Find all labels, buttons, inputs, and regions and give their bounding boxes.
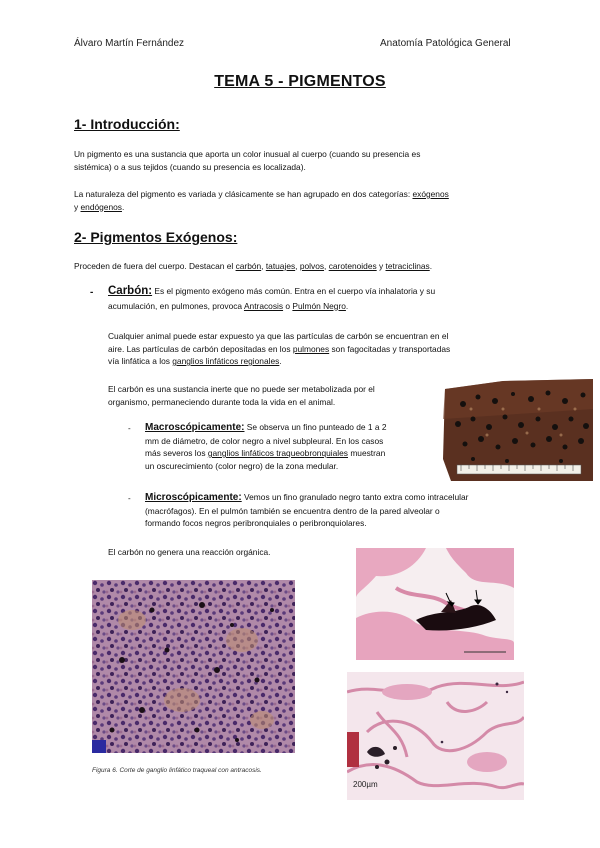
carbon-p2-line3: vía linfática a los xyxy=(108,356,173,366)
intro-paragraph-1 xyxy=(74,148,420,173)
lymph-node-histology xyxy=(92,580,295,753)
intro-paragraph-2 xyxy=(74,188,449,213)
macro-line3: más severos los xyxy=(145,448,208,458)
macro-line2: mm de diámetro, de color negro a nivel subpleural. En los casos xyxy=(145,435,384,446)
term-tetraciclinas: tetraciclinas xyxy=(385,261,430,271)
sep: , xyxy=(295,261,300,271)
term-tatuajes: tatuajes xyxy=(265,261,296,271)
intro-p1-line2: sistémica) o a sus tejidos (cuando su presencia es localizada). xyxy=(74,161,306,172)
lung-histology-arrows xyxy=(356,548,514,660)
carbon-line1: Es el pigmento exógeno más común. Entra en el cuerpo vía inhalatoria y su xyxy=(152,286,436,296)
intro-p2-text: La naturaleza del pigmento es variada y clásicamente se han agrupado en dos categorías: xyxy=(74,189,413,199)
carbon-p2-period: . xyxy=(279,356,282,366)
term-carbon: carbón xyxy=(235,261,262,271)
carbon-p3-line2: organismo, permaneciendo durante toda la vida en el animal. xyxy=(108,396,336,407)
term-ganglios-traqueobronquiales: ganglios linfáticos traqueobronquiales xyxy=(207,448,348,458)
micro-bullet: - xyxy=(128,494,131,503)
carbon-p2-line2: aire. Las partículas de carbón depositadas en los xyxy=(108,343,293,354)
sep: , xyxy=(324,261,329,271)
header-author: Álvaro Martín Fernández xyxy=(74,38,185,49)
lung-histology-scale xyxy=(347,672,524,800)
carbon-p2-line2b: son fagocitadas y transportadas xyxy=(329,343,451,354)
carbon-paragraph-2 xyxy=(108,330,450,368)
macro-term: Macroscópicamente: xyxy=(145,422,245,433)
term-endogenos: endógenos xyxy=(80,201,122,212)
term-pulmones: pulmones xyxy=(292,343,330,354)
micro-line1: Vemos un fino granulado negro tanto extra como intracelular xyxy=(241,492,469,502)
carbon-paragraph-1 xyxy=(108,285,435,312)
section-heading-exogenos: 2- Pigmentos Exógenos: xyxy=(74,229,238,245)
intro-p1-line1: Un pigmento es una sustancia que aporta un color inusual al cuerpo (cuando su presencia es xyxy=(74,149,421,159)
carbon-term: Carbón: xyxy=(108,285,153,297)
micro-paragraph xyxy=(145,491,468,530)
term-antracosis: Antracosis xyxy=(243,300,284,311)
figure-caption: Figura 6. Corte de ganglio linfático traqueal con antracosis. xyxy=(92,767,262,774)
macro-line3b: muestran xyxy=(348,448,386,458)
term-carotenoides: carotenoides xyxy=(328,261,377,271)
page-title: TEMA 5 - PIGMENTOS xyxy=(214,73,386,90)
lung-macro-photo xyxy=(443,379,593,481)
macro-bullet: - xyxy=(128,424,131,433)
macro-line4: un oscurecimiento (color negro) de la zona medular. xyxy=(145,460,339,471)
carbon-bullet: - xyxy=(90,287,94,298)
carbon-paragraph-3 xyxy=(108,383,375,408)
term-pulmon-negro: Pulmón Negro xyxy=(292,300,346,311)
scale-label: 200µm xyxy=(353,780,378,789)
exogenos-intro-text: Proceden de fuera del cuerpo. Destacan el xyxy=(74,261,236,271)
term-exogenos: exógenos xyxy=(412,189,449,199)
micro-term: Microscópicamente: xyxy=(145,492,242,503)
exogenos-intro xyxy=(74,260,432,273)
micro-line2: (macrófagos). En el pulmón también se encuentra dentro de la pared alveolar o xyxy=(145,505,440,516)
carbon-line2-period: . xyxy=(345,300,349,311)
carbon-p2-line1: Cualquier animal puede estar expuesto ya que las partículas de carbón se encuentran en el xyxy=(108,331,449,341)
sep: , xyxy=(261,261,266,271)
carbon-line2: acumulación, en pulmones, provoca xyxy=(108,300,244,311)
macro-paragraph xyxy=(145,421,387,472)
section-heading-intro: 1- Introducción: xyxy=(74,116,180,132)
term-polvos: polvos xyxy=(299,261,325,271)
carbon-no-reaction: El carbón no genera una reacción orgánica. xyxy=(108,547,271,557)
intro-p2-text-2: y xyxy=(74,201,81,212)
header-subject: Anatomía Patológica General xyxy=(380,38,511,49)
sep: y xyxy=(376,261,386,271)
macro-line1: Se observa un fino punteado de 1 a 2 xyxy=(244,422,387,432)
exogenos-intro-period: . xyxy=(429,261,433,271)
intro-p2-period: . xyxy=(121,201,125,212)
sep: o xyxy=(283,300,293,311)
term-ganglios-regionales: ganglios linfáticos regionales xyxy=(172,356,280,366)
carbon-p3-line1: El carbón es una sustancia inerte que no puede ser metabolizada por el xyxy=(108,384,375,394)
micro-line3: formando focos negros peribronquiales o peribronquiolares. xyxy=(145,518,367,528)
